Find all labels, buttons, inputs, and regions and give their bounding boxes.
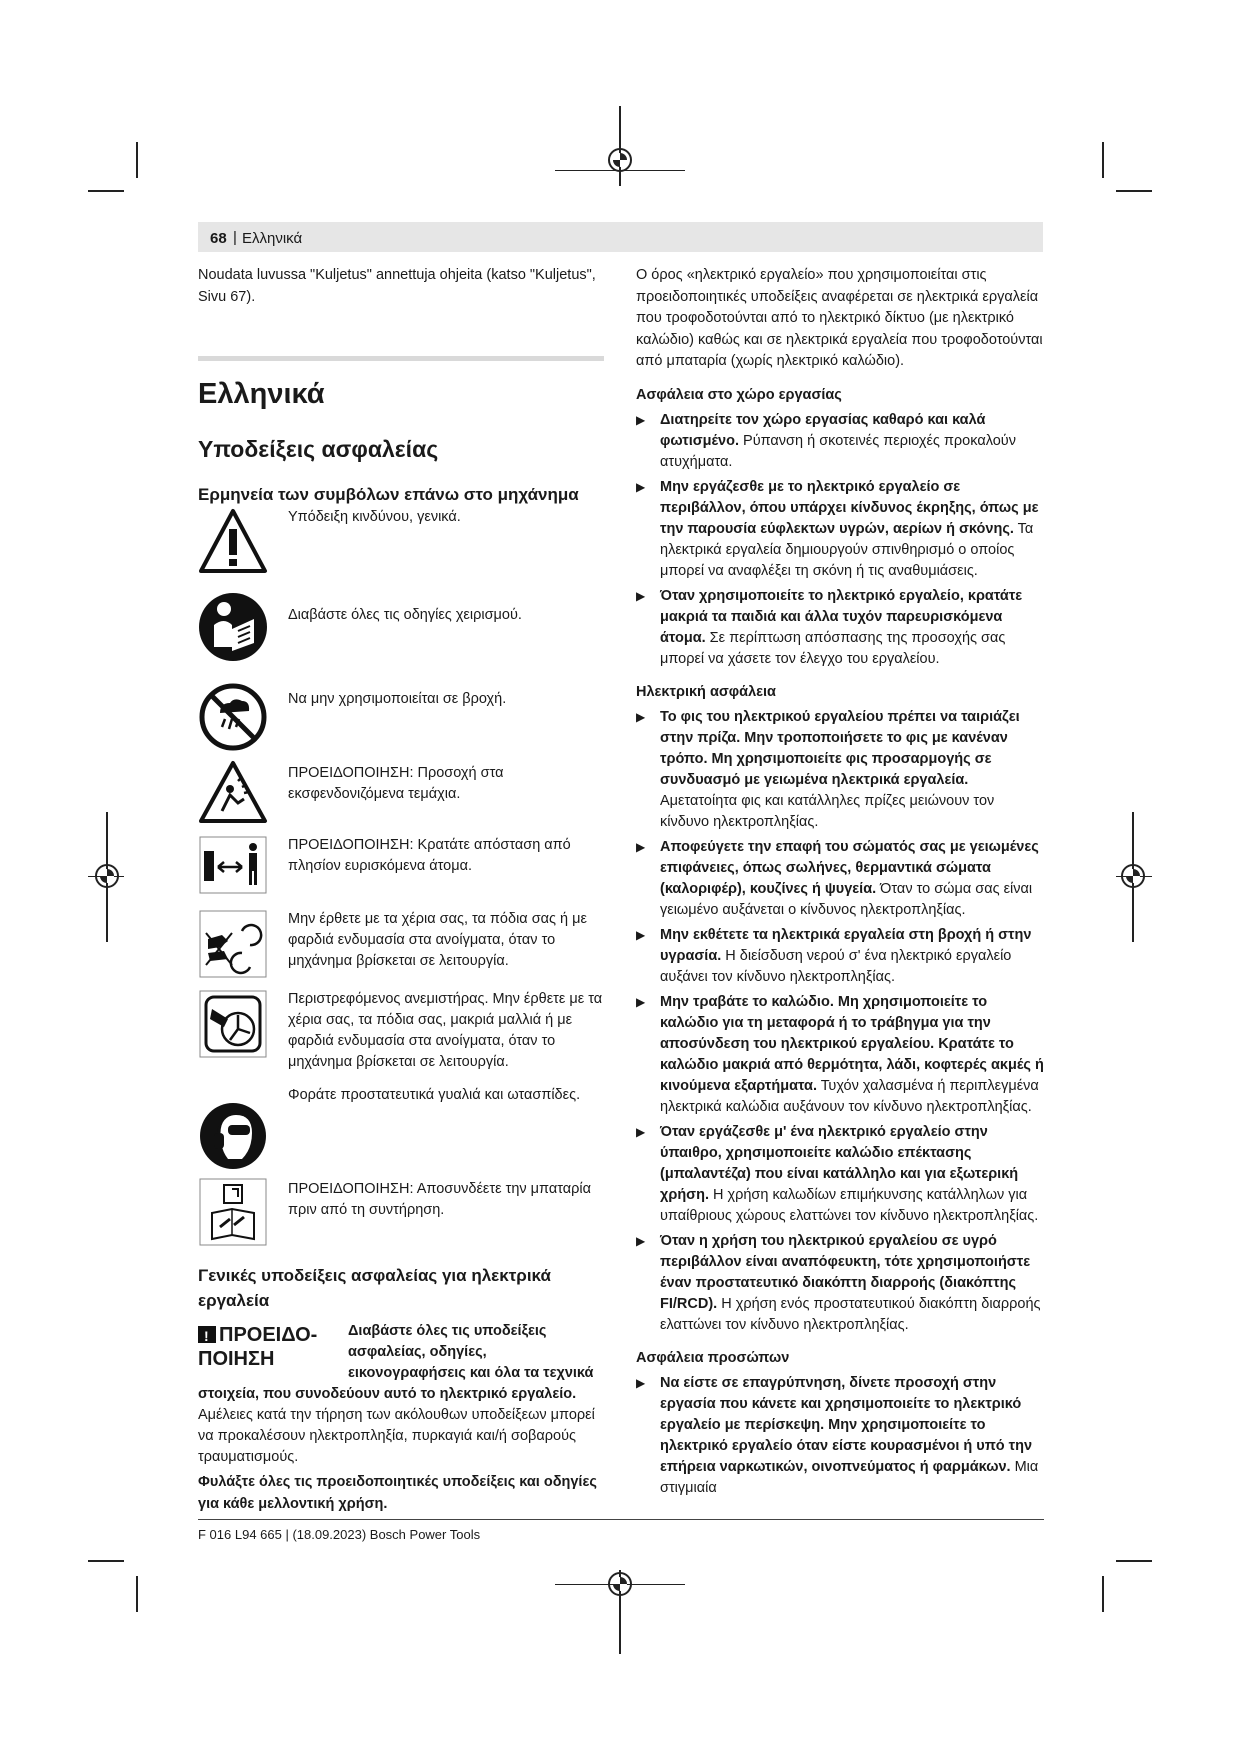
general-safety-heading: Γενικές υποδείξεις ασφαλείας για ηλεκτρικά εργαλεία bbox=[198, 1266, 551, 1310]
electrical-safety-heading: Ηλεκτρική ασφάλεια bbox=[636, 683, 776, 700]
symbol-description: ΠΡΟΕΙΔΟΠΟΙΗΣΗ: Προσοχή στα εκσφενδονιζόμενα τεμάχια. bbox=[288, 765, 504, 802]
header-language: Ελληνικά bbox=[242, 230, 303, 247]
crop-mark bbox=[1102, 1576, 1104, 1612]
registration-mark-icon bbox=[95, 864, 119, 888]
footer-text: F 016 L94 665 | (18.09.2023) Bosch Power Tools bbox=[198, 1527, 481, 1542]
symbol-row bbox=[198, 1177, 604, 1251]
list-item: ▶ Μην εργάζεσθε με το ηλεκτρικό εργαλείο σε περιβάλλον, όπου υπάρχει κίνδυνος έκρηξης, όπως με την παρουσία εύφλεκτων υγρών, αερίων ή σκόνης. Τα ηλεκτρικά εργαλεία δημιουργούν σπινθηρισμό ο οποίος μπορεί να αναφλέξει τη σκόνη ή τις αναθυμιάσεις. bbox=[636, 477, 1044, 582]
crop-mark bbox=[1116, 1560, 1152, 1562]
crop-mark bbox=[136, 1576, 138, 1612]
list-item: ▶ Όταν χρησιμοποιείτε το ηλεκτρικό εργαλείο, κρατάτε μακριά τα παιδιά και άλλα τυχόν παρευρισκόμενα άτομα. Σε περίπτωση απόσπασης της προσοχής σας μπορεί να χάσετε τον έλεγχο του εργαλείου. bbox=[636, 586, 1044, 670]
registration-mark-icon bbox=[608, 148, 632, 172]
symbol-description: Φοράτε προστατευτικά γυαλιά και ωτασπίδες. bbox=[288, 1087, 581, 1103]
symbol-description: ΠΡΟΕΙΔΟΠΟΙΗΣΗ: Κρατάτε απόσταση από πλησίον ευρισκόμενα άτομα. bbox=[288, 837, 571, 874]
remove-battery-icon bbox=[198, 1177, 268, 1252]
read-manual-icon bbox=[198, 589, 268, 670]
warning-text: Αμέλειες κατά την τήρηση των ακόλουθων υποδείξεων μπορεί να προκαλέσουν ηλεκτροπληξία, πυρκαγιά και/ή σοβαρούς τραυματισμούς. bbox=[198, 1407, 595, 1465]
footer-divider bbox=[198, 1519, 1044, 1520]
rotating-fan-icon bbox=[198, 989, 268, 1064]
keep-instructions-text: Φυλάξτε όλες τις προειδοποιητικές υποδείξεις και οδηγίες για κάθε μελλοντική χρήση. bbox=[198, 1474, 597, 1512]
list-item: ▶ Όταν εργάζεσθε μ' ένα ηλεκτρικό εργαλείο στην ύπαιθρο, χρησιμοποιείτε καλώδιο επέκτασης (μπαλαντέζα) που είναι κατάλληλο και για εξωτερική χρήση. Η χρήση καλωδίων επιμήκυνσης κατάλληλων για υπαίθριους χώρους ελαττώνει τον κίνδυνο ηλεκτροπληξίας. bbox=[636, 1122, 1044, 1227]
symbol-description: ΠΡΟΕΙΔΟΠΟΙΗΣΗ: Αποσυνδέετε την μπαταρία πριν από τη συντήρηση. bbox=[288, 1181, 591, 1218]
symbol-description: Μην έρθετε με τα χέρια σας, τα πόδια σας ή με φαρδιά ενδυμασία στα ανοίγματα, όταν το μηχάνημα βρίσκεται σε λειτουργία. bbox=[288, 911, 587, 969]
header-separator: | bbox=[233, 229, 237, 246]
crop-mark bbox=[88, 190, 124, 192]
warning-triangle-icon bbox=[198, 1326, 216, 1343]
symbol-row bbox=[198, 759, 604, 827]
symbol-row bbox=[198, 989, 604, 1085]
list-item: ▶ Αποφεύγετε την επαφή του σώματός σας με γειωμένες επιφάνειες, όπως σωλήνες, θερμαντικά σώματα (καλοριφέρ), κουζίνες ή ψυγεία. Όταν το σώμα σας είναι γειωμένο αυξάνεται ο κίνδυνος ηλεκτροπληξίας. bbox=[636, 837, 1044, 921]
symbol-description: Περιστρεφόμενος ανεμιστήρας. Μην έρθετε με τα χέρια σας, τα πόδια σας, μακριά μαλλιά ή με φαρδιά ενδυμασία στα ανοίγματα, όταν το μηχάνημα βρίσκεται σε λειτουργία. bbox=[288, 991, 603, 1070]
warning-block bbox=[198, 1321, 604, 1468]
symbol-description: Υπόδειξη κινδύνου, γενικά. bbox=[288, 509, 461, 525]
warning-bold-text: Διαβάστε όλες τις υποδείξεις ασφαλείας, οδηγίες, εικονογραφήσεις και όλα τα τεχνικά στοιχεία, που συνοδεύουν αυτό το ηλεκτρικό εργαλείο. bbox=[198, 1323, 594, 1402]
section-divider bbox=[198, 356, 604, 361]
work-area-heading: Ασφάλεια στο χώρο εργασίας bbox=[636, 386, 842, 403]
symbol-row bbox=[198, 683, 604, 753]
list-item: ▶ Διατηρείτε τον χώρο εργασίας καθαρό και καλά φωτισμένο. Ρύπανση ή σκοτεινές περιοχές προκαλούν ατυχήματα. bbox=[636, 410, 1044, 473]
list-item: ▶ Μην τραβάτε το καλώδιο. Μη χρησιμοποιείτε το καλώδιο για τη μεταφορά ή το τράβηγμα για την αποσύνδεση του ηλεκτρικού εργαλείου. Κρατάτε το καλώδιο μακριά από θερμότητα, λάδι, κοφτερές ακμές ή κινούμενα εξαρτήματα. Τυχόν χαλασμένα ή περιπλεγμένα ηλεκτρικά καλώδια αυξάνουν τον κίνδυνο ηλεκτροπληξίας. bbox=[636, 992, 1044, 1118]
registration-mark-icon bbox=[1121, 864, 1145, 888]
symbol-row bbox=[198, 833, 604, 903]
safety-title: Υποδείξεις ασφαλείας bbox=[198, 436, 439, 462]
page-number: 68 bbox=[210, 230, 227, 247]
symbols-heading: Ερμηνεία των συμβόλων επάνω στο μηχάνημα bbox=[198, 485, 579, 504]
list-item: ▶ Μην εκθέτετε τα ηλεκτρικά εργαλεία στη βροχή ή στην υγρασία. Η διείσδυση νερού σ' ένα ηλεκτρικό εργαλείο αυξάνει τον κίνδυνο ηλεκτροπληξίας. bbox=[636, 925, 1044, 988]
no-rain-icon bbox=[198, 683, 268, 756]
flying-debris-icon bbox=[198, 759, 268, 830]
crop-mark bbox=[88, 1560, 124, 1562]
list-item: ▶ Όταν η χρήση του ηλεκτρικού εργαλείου σε υγρό περιβάλλον είναι αναπόφευκτη, τότε χρησιμοποιήστε έναν προστατευτικό διακόπτη διαρροής (διακόπτης FI/RCD). Η χρήση ενός προστατευτικού διακόπτη διαρροής ελαττώνει τον κίνδυνο ηλεκτροπληξίας. bbox=[636, 1231, 1044, 1336]
personal-safety-heading: Ασφάλεια προσώπων bbox=[636, 1349, 790, 1366]
crop-mark bbox=[1116, 190, 1152, 192]
list-item: ▶ Να είστε σε επαγρύπνηση, δίνετε προσοχή στην εργασία που κάνετε και χρησιμοποιείτε το ηλεκτρικό εργαλείο με περίσκεψη. Μην χρησιμοποιείτε το ηλεκτρικό εργαλείο όταν είστε κουρασμένοι ή υπό την επήρεια ναρκωτικών, οινοπνεύματος ή φαρμάκων. Μια στιγμιαία bbox=[636, 1373, 1044, 1499]
warning-label: !ΠΡΟΕΙΔΟ-ΠΟΙΗΣΗ bbox=[198, 1323, 348, 1371]
page-header-bar bbox=[198, 222, 1043, 252]
hands-feet-icon bbox=[198, 909, 268, 984]
symbol-row bbox=[198, 909, 604, 983]
right-column bbox=[636, 265, 1044, 1503]
keep-distance-icon bbox=[198, 833, 268, 902]
left-column bbox=[198, 265, 604, 1515]
registration-mark-icon bbox=[608, 1572, 632, 1596]
crop-mark bbox=[1102, 142, 1104, 178]
symbol-description: Να μην χρησιμοποιείται σε βροχή. bbox=[288, 691, 507, 707]
general-danger-icon bbox=[198, 507, 268, 580]
registration-line bbox=[619, 106, 621, 186]
symbol-row bbox=[198, 1085, 604, 1161]
power-tool-definition: Ο όρος «ηλεκτρικό εργαλείο» που χρησιμοποιείται στις προειδοποιητικές υποδείξεις αναφέρεται σε ηλεκτρικά εργαλεία που τροφοδοτούνται από το ηλεκτρικό δίκτυο (με ηλεκτρικό καλώδιο) καθώς και σε ηλεκτρικά εργαλεία που τροφοδοτούνται από μπαταρία (χωρίς ηλεκτρικό καλώδιο). bbox=[636, 267, 1043, 369]
symbol-row bbox=[198, 589, 604, 677]
symbol-row bbox=[198, 507, 604, 582]
transport-note: Noudata luvussa "Kuljetus" annettuja ohjeita (katso "Kuljetus", Sivu 67). bbox=[198, 267, 596, 305]
goggles-ear-icon bbox=[198, 1101, 268, 1176]
list-item: ▶ Το φις του ηλεκτρικού εργαλείου πρέπει να ταιριάζει στην πρίζα. Μην τροποποιήσετε το φις με κανέναν τρόπο. Μη χρησιμοποιείτε φις προσαρμογής σε συνδυασμό με γειωμένα ηλεκτρικά εργαλεία. Αμετατοίητα φις και κατάλληλες πρίζες μειώνουν τον κίνδυνο ηλεκτροπληξίας. bbox=[636, 707, 1044, 833]
symbol-description: Διαβάστε όλες τις οδηγίες χειρισμού. bbox=[288, 607, 522, 623]
section-title: Ελληνικά bbox=[198, 378, 325, 410]
crop-mark bbox=[136, 142, 138, 178]
